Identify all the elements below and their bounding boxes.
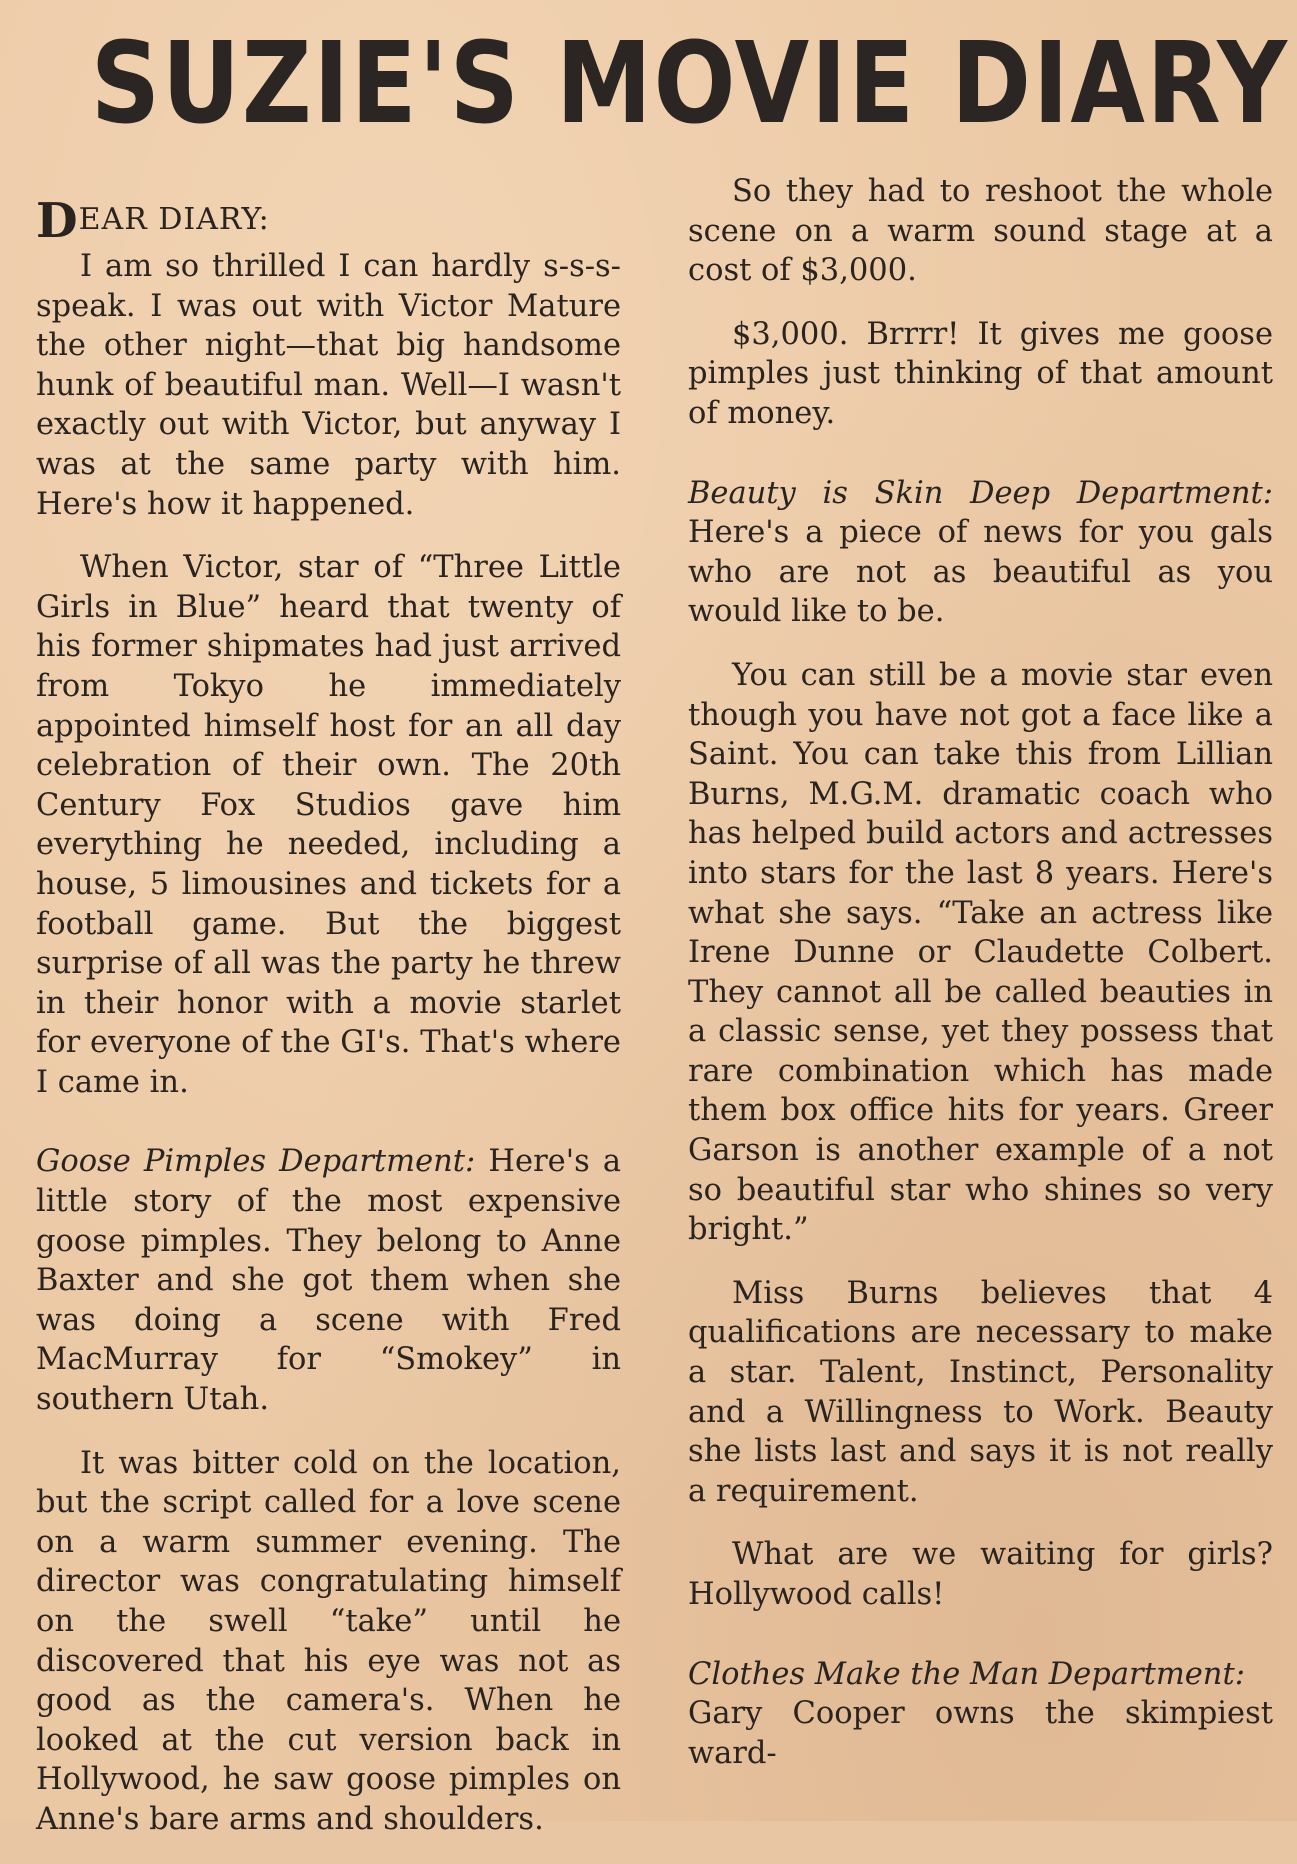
beauty-heading: Beauty is Skin Deep Department: (688, 475, 1273, 511)
goose-pimples-text: Here's a little story of the most expensive goose pimples. They belong to Anne Baxter and she got them when she was doing a scene with Fred MacMurray for “Smokey” in southern Utah. (36, 1144, 622, 1418)
paragraph-star: You can still be a movie star even though you have not got a face like a Saint. You can take this from Lillian Burns, M.G.M. dramatic coach who has helped build actors and actresses into stars for the last 8 years. Here's what she says. “Take an actress like Irene Dunne or Claudette Colbert. They cannot all be called beauties in a classic sense, yet they possess that rare combination which has made them box office hits for years. Greer Garson is another example of a not so beautiful star who shines so very bright.” (688, 657, 1273, 1248)
salutation-text: EAR DIARY: (78, 202, 270, 237)
paragraph-cold: It was bitter cold on the location, but the script called for a love scene on a warm summer evening. The director was congratulating himself on the swell “take” until he discovered that his eye was not as good as the camera's. When he looked at the cut version back in Hollywood, he saw goose pimples on Anne's bare arms and shoulders. (36, 1445, 621, 1837)
paragraph-brrr: $3,000. Brrrr! It gives me goose pimples just thinking of that amount of money. (688, 316, 1273, 431)
clothes-section (688, 1655, 1273, 1774)
paragraph-reshoot: So they had to reshoot the whole scene on a warm sound stage at a cost of $3,000. (688, 174, 1273, 289)
page-title: SUZIE'S MOVIE DIARY (90, 19, 1289, 149)
salutation (36, 193, 621, 249)
clothes-text: Gary Cooper owns the skimpiest ward- (688, 1696, 1273, 1771)
paragraph-waiting: What are we waiting for girls? Hollywood calls! (688, 1537, 1273, 1612)
clothes-heading: Clothes Make the Man Department: (688, 1656, 1245, 1692)
beauty-section (688, 474, 1273, 632)
right-column (688, 174, 1273, 1773)
beauty-text: Here's a piece of news for you gals who are not as beautiful as you would like to be. (688, 515, 1273, 630)
goose-pimples-section (36, 1142, 621, 1419)
left-column (36, 193, 622, 1864)
paragraph-qualifications: Miss Burns believes that 4 qualifications are necessary to make a star. Talent, Instinct, Personality and a Willingness to Work. Beauty she lists last and says it is not really a requirement. (688, 1275, 1273, 1509)
paragraph-intro: I am so thrilled I can hardly s-s-s-speak. I was out with Victor Mature the other night—that big handsome hunk of beautiful man. Well—I wasn't exactly out with Victor, but anyway I was at the same party with him. Here's how it happened. (36, 249, 621, 522)
paragraph-victor: When Victor, star of “Three Little Girls in Blue” heard that twenty of his former shipmates had just arrived from Tokyo he immediately appointed himself host for an all day celebration of their own. The 20th Century Fox Studios gave him everything he needed, including a house, 5 limousines and tickets for a football game. But the biggest surprise of all was the party he threw in their honor with a movie starlet for everyone of the GI's. That's where I came in. (36, 550, 621, 1100)
drop-cap: D (36, 193, 79, 249)
goose-pimples-heading: Goose Pimples Department: (36, 1144, 476, 1180)
